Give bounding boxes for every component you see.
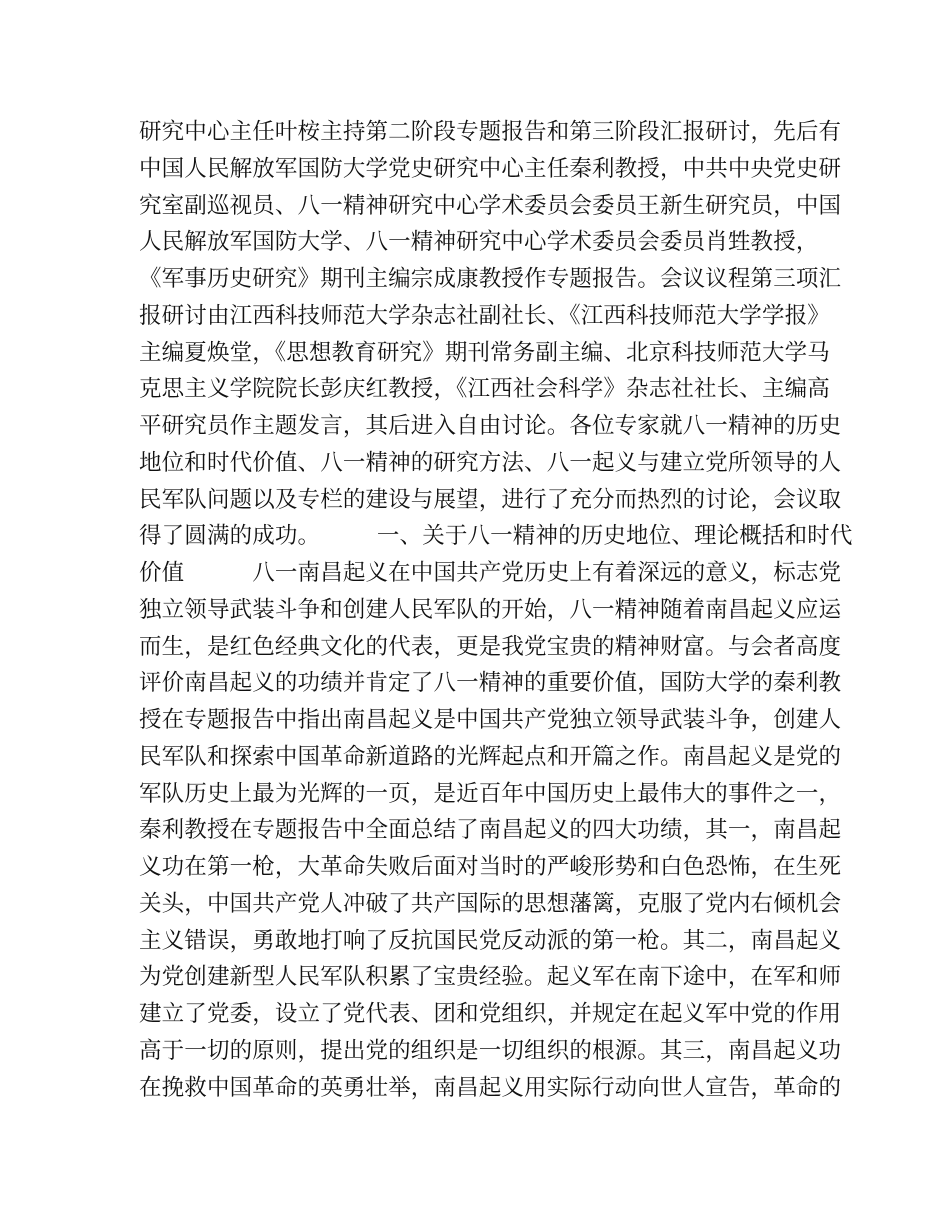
text-line: 民军队和探索中国革命新道路的光辉起点和开篇之作。南昌起义是党的 xyxy=(139,743,842,770)
text-line: 授在专题报告中指出南昌起义是中国共产党独立领导武装斗争，创建人 xyxy=(139,707,842,733)
text-line: 人民解放军国防大学、八一精神研究中心学术委员会委员肖甡教授， xyxy=(139,229,819,256)
text-line: 地位和时代价值、八一精神的研究方法、八一起义与建立党所领导的人 xyxy=(139,449,842,476)
text-line: 《军事历史研究》期刊主编宗成康教授作专题报告。会议议程第三项汇 xyxy=(139,266,842,292)
text-line: 秦利教授在专题报告中全面总结了南昌起义的四大功绩，其一，南昌起 xyxy=(139,817,842,844)
text-line: 义功在第一枪，大革命失败后面对当时的严峻形势和白色恐怖，在生死 xyxy=(139,854,842,880)
text-line: 研究中心主任叶桉主持第二阶段专题报告和第三阶段汇报研讨，先后有 xyxy=(139,119,842,145)
text-line: 价值 八一南昌起义在中国共产党历史上有着深远的意义，标志党 xyxy=(139,560,842,586)
text-line: 报研讨由江西科技师范大学杂志社副社长、《江西科技师范大学学报》 xyxy=(139,302,830,329)
text-line: 军队历史上最为光辉的一页，是近百年中国历史上最伟大的事件之一， xyxy=(139,780,842,807)
text-line: 评价南昌起义的功绩并肯定了八一精神的重要价值，国防大学的秦利教 xyxy=(139,670,842,697)
text-line: 高于一切的原则，提出党的组织是一切组织的根源。其三，南昌起义功 xyxy=(139,1037,842,1064)
text-line: 究室副巡视员、八一精神研究中心学术委员会委员王新生研究员，中国 xyxy=(139,192,842,219)
body-text xyxy=(139,114,853,1106)
text-line: 民军队问题以及专栏的建设与展望，进行了充分而热烈的讨论，会议取 xyxy=(139,486,842,513)
text-line: 在挽救中国革命的英勇壮举，南昌起义用实际行动向世人宣告，革命的 xyxy=(139,1074,842,1101)
text-line: 平研究员作主题发言，其后进入自由讨论。各位专家就八一精神的历史 xyxy=(139,413,842,439)
text-line: 主编夏焕堂，《思想教育研究》期刊常务副主编、北京科技师范大学马 xyxy=(139,339,830,366)
text-line: 得了圆满的成功。 一、关于八一精神的历史地位、理论概括和时代 xyxy=(139,523,853,550)
text-line: 独立领导武装斗争和创建人民军队的开始，八一精神随着南昌起义应运 xyxy=(139,596,842,623)
text-line: 克思主义学院院长彭庆红教授，《江西社会科学》杂志社社长、主编高 xyxy=(139,376,830,403)
text-line: 为党创建新型人民军队积累了宝贵经验。起义军在南下途中，在军和师 xyxy=(139,964,842,991)
text-line: 主义错误，勇敢地打响了反抗国民党反动派的第一枪。其二，南昌起义 xyxy=(139,927,842,954)
text-line: 建立了党委，设立了党代表、团和党组织，并规定在起义军中党的作用 xyxy=(139,1001,842,1027)
text-line: 而生，是红色经典文化的代表，更是我党宝贵的精神财富。与会者高度 xyxy=(139,633,842,660)
text-line: 关头，中国共产党人冲破了共产国际的思想藩篱，克服了党内右倾机会 xyxy=(139,890,842,917)
text-line: 中国人民解放军国防大学党史研究中心主任秦利教授，中共中央党史研 xyxy=(139,155,842,182)
